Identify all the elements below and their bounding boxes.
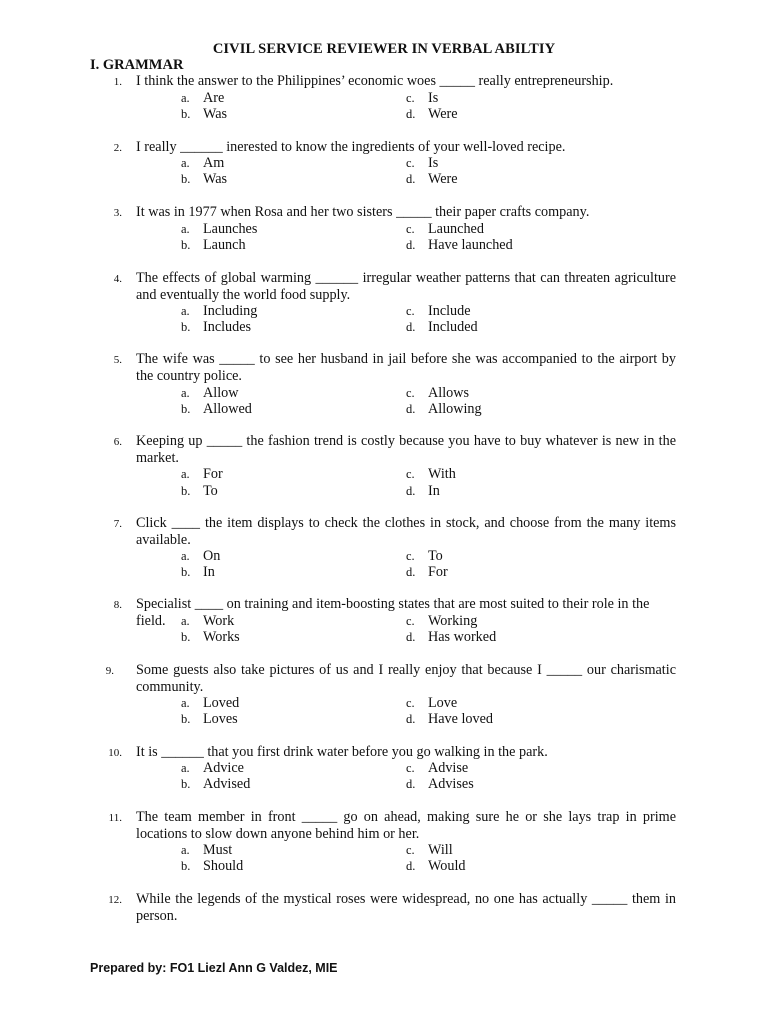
option-d: d. Were <box>406 106 458 122</box>
option-a: a. Allow <box>181 385 239 401</box>
question-number: 11. <box>108 812 122 824</box>
option-c: c. Is <box>406 90 439 106</box>
option-d: d. Were <box>406 171 458 187</box>
option-c: c. With <box>406 466 456 482</box>
option-b: b. Was <box>181 171 228 187</box>
section-heading: I. GRAMMAR <box>90 57 184 73</box>
question-number: 7. <box>113 518 122 530</box>
option-a: a. Must <box>181 842 233 858</box>
option-d: d. Would <box>406 858 466 874</box>
question-text: It was in 1977 when Rosa and her two sisters _____ their paper crafts company. <box>136 204 590 220</box>
option-d: d. For <box>406 564 448 580</box>
option-a: a. Loved <box>181 695 240 711</box>
option-c: c. Allows <box>406 385 469 401</box>
question-text: Specialist ____ on training and item-boosting states that are most suited to their role in the field. <box>136 596 650 629</box>
document-title: CIVIL SERVICE REVIEWER IN VERBAL ABILTIY <box>212 41 556 57</box>
option-b: b. Launch <box>181 237 246 253</box>
question-number: 3. <box>113 207 122 219</box>
question-number: 5. <box>113 354 122 366</box>
option-a: a. Launches <box>181 221 258 237</box>
option-b: b. Loves <box>181 711 238 727</box>
question-text: Keeping up _____ the fashion trend is costly because you have to buy whatever is new in the market. <box>136 433 676 466</box>
question-number: 6. <box>113 436 122 448</box>
option-b: b. Advised <box>181 776 251 792</box>
option-d: d. Allowing <box>406 401 482 417</box>
option-b: b. Works <box>181 629 240 645</box>
question-number: 4. <box>113 273 122 285</box>
question-text: The wife was _____ to see her husband in jail before she was accompanied to the airport by the country police. <box>136 351 676 384</box>
option-b: b. In <box>181 564 215 580</box>
option-a: a. Am <box>181 155 225 171</box>
question-text: It is ______ that you first drink water before you go walking in the park. <box>136 744 548 760</box>
question-text: Click ____ the item displays to check the clothes in stock, and choose from the many items available. <box>136 515 676 548</box>
option-d: d. Have launched <box>406 237 513 253</box>
option-d: d. Has worked <box>406 629 497 645</box>
question-text: Some guests also take pictures of us and I really enjoy that because I _____ our charismatic community. <box>136 662 676 695</box>
option-c: c. Include <box>406 303 471 319</box>
option-a: a. For <box>181 466 223 482</box>
question-number: 12. <box>108 894 122 906</box>
option-b: b. Was <box>181 106 228 122</box>
option-a: a. Are <box>181 90 225 106</box>
question-text: I think the answer to the Philippines’ economic woes _____ really entrepreneurship. <box>136 73 614 89</box>
option-a: a. On <box>181 548 221 564</box>
option-a: a. Including <box>181 303 258 319</box>
option-c: c. To <box>406 548 443 564</box>
option-b: b. Allowed <box>181 401 252 417</box>
option-a: a. Advice <box>181 760 244 776</box>
prepared-by-footer: Prepared by: FO1 Liezl Ann G Valdez, MIE <box>90 961 338 975</box>
option-c: c. Advise <box>406 760 469 776</box>
option-b: b. Includes <box>181 319 252 335</box>
option-c: c. Is <box>406 155 439 171</box>
question-text: The effects of global warming ______ irregular weather patterns that can threaten agriculture and eventually the world food supply. <box>136 270 676 303</box>
question-number: 8. <box>113 599 122 611</box>
question-text: The team member in front _____ go on ahead, making sure he or she lays trap in prime locations to slow down anyone behind him or her. <box>136 809 676 842</box>
question-number: 1. <box>113 76 122 88</box>
option-c: c. Launched <box>406 221 484 237</box>
option-d: d. In <box>406 483 440 499</box>
question-number: 9. <box>105 665 114 677</box>
option-a: a. Work <box>181 613 235 629</box>
question-text: While the legends of the mystical roses were widespread, no one has actually _____ them in person. <box>136 891 676 924</box>
question-text: I really ______ inerested to know the ingredients of your well-loved recipe. <box>136 139 566 155</box>
option-c: c. Love <box>406 695 458 711</box>
option-d: d. Have loved <box>406 711 494 727</box>
option-d: d. Advises <box>406 776 474 792</box>
option-d: d. Included <box>406 319 478 335</box>
option-c: c. Working <box>406 613 478 629</box>
option-b: b. Should <box>181 858 244 874</box>
question-number: 10. <box>108 747 122 759</box>
question-number: 2. <box>113 142 122 154</box>
option-c: c. Will <box>406 842 453 858</box>
option-b: b. To <box>181 483 218 499</box>
